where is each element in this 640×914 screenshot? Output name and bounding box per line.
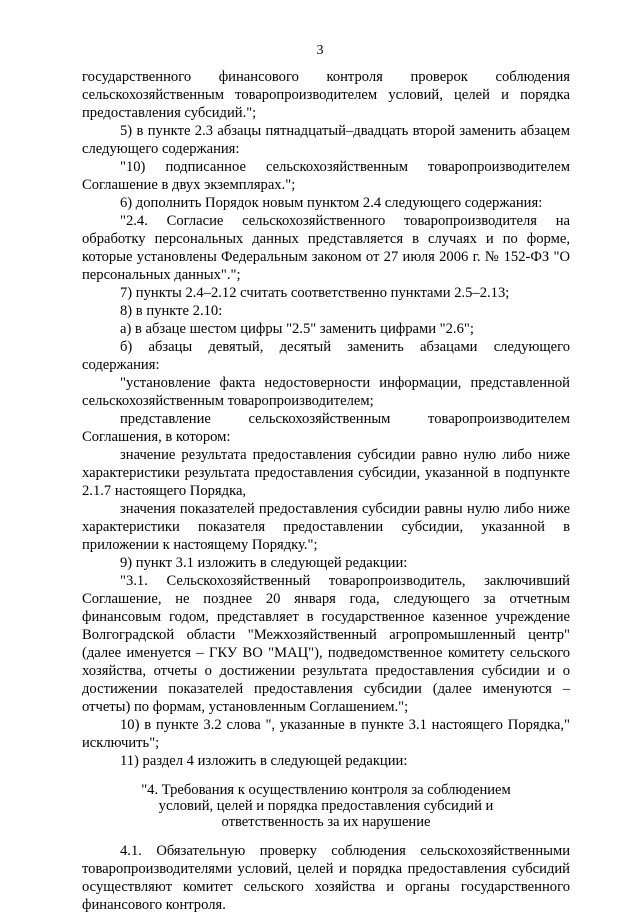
paragraph-item-7: 7) пункты 2.4–2.12 считать соответственно пунктами 2.5–2.13; [120, 285, 510, 301]
paragraph-quote-established-fact: "установление факта недостоверности информации, представленной сельскохозяйственным товаропроизводителем; [82, 375, 570, 409]
paragraph-item-8: 8) в пункте 2.10: [120, 303, 223, 319]
paragraph-quote-submission: представление сельскохозяйственным товаропроизводителем Соглашения, в котором: [82, 411, 570, 445]
paragraph-item-8a: а) в абзаце шестом цифры "2.5" заменить цифрами "2.6"; [120, 321, 474, 337]
paragraph-item-11: 11) раздел 4 изложить в следующей редакции: [120, 753, 408, 769]
paragraph-continuation: государственного финансового контроля проверок соблюдения сельскохозяйственным товаропроизводителем условий, целей и порядка предоставления субсидий."; [82, 69, 570, 121]
page-number: 3 [316, 43, 324, 58]
paragraph-3-1-quote: "3.1. Сельскохозяйственный товаропроизводитель, заключивший Соглашение, не позднее 20 января года, следующего за отчетным финансовым годом, представляет в государственное казенное учреждение Волгоградской области "Межхозяйственный агропромышленный центр" (далее именуется – ГКУ ВО "МАЦ"), подведомственное комитету сельского хозяйства, отчеты о достижении результата предоставления субсидии и о достижении показателей предоставления субсидии (далее именуются – отчеты) по формам, установленным Соглашением."; [82, 573, 570, 715]
paragraph-item-6: 6) дополнить Порядок новым пунктом 2.4 следующего содержания: [120, 195, 543, 211]
document-body [82, 68, 570, 914]
paragraph-item-5: 5) в пункте 2.3 абзацы пятнадцатый–двадцать второй заменить абзацем следующего содержания: [82, 123, 570, 157]
paragraph-quote-result-value: значение результата предоставления субсидии равно нулю либо ниже характеристики результата предоставления субсидии, указанной в подпункте 2.1.7 настоящего Порядка, [82, 447, 570, 499]
section-4-heading: "4. Требования к осуществлению контроля за соблюдением условий, целей и порядка предоставления субсидий и ответственность за их нарушение [141, 782, 511, 830]
paragraph-item-10-quote: "10) подписанное сельскохозяйственным товаропроизводителем Соглашение в двух экземплярах."; [82, 159, 570, 193]
paragraph-quote-indicator-values: значения показателей предоставления субсидии равны нулю либо ниже характеристики показателя предоставлении субсидии, указанной в приложении к настоящему Порядку."; [82, 501, 570, 553]
paragraph-item-10: 10) в пункте 3.2 слова ", указанные в пункте 3.1 настоящего Порядка," исключить"; [82, 717, 570, 751]
paragraph-2-4-quote: "2.4. Согласие сельскохозяйственного товаропроизводителя на обработку персональных данных представляется в случаях и по форме, которые установлены Федеральным законом от 27 июля 2006 г. № 152-ФЗ "О персональных данных"."; [82, 213, 570, 283]
paragraph-item-9: 9) пункт 3.1 изложить в следующей редакции: [120, 555, 408, 571]
paragraph-item-8b: б) абзацы девятый, десятый заменить абзацами следующего содержания: [82, 339, 570, 373]
paragraph-4-1: 4.1. Обязательную проверку соблюдения сельскохозяйственными товаропроизводителями условий, целей и порядка предоставления субсидий осуществляют комитет сельского хозяйства и органы государственного финансового контроля. [82, 843, 570, 913]
